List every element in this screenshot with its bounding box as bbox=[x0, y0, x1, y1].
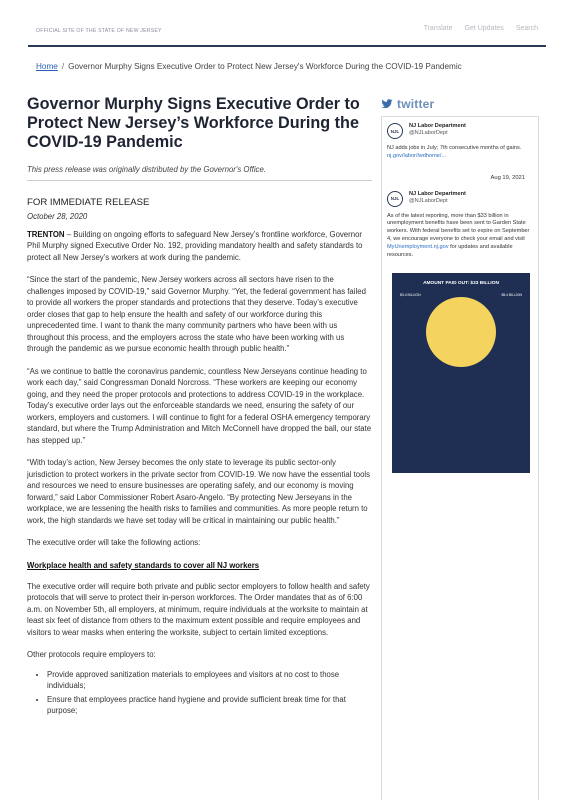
tweet-image-graphic bbox=[426, 297, 496, 367]
avatar[interactable]: NJL bbox=[387, 123, 403, 139]
tweet-link[interactable]: nj.gov/labor/lwdhome/... bbox=[387, 152, 447, 159]
tweet-text-content: for updates and available resources. bbox=[387, 243, 513, 258]
protocol-list bbox=[27, 669, 372, 717]
tweet-image-label-left: $3.4 BILLION bbox=[400, 293, 421, 298]
release-date: October 28, 2020 bbox=[27, 211, 88, 221]
paragraph-5: The executive order will take the following actions: bbox=[27, 538, 201, 548]
tweet-text bbox=[387, 145, 533, 161]
tweet-meta bbox=[387, 191, 533, 207]
official-site-label: OFFICIAL SITE OF THE STATE OF NEW JERSEY bbox=[36, 28, 162, 34]
breadcrumb-home-link[interactable]: Home bbox=[36, 62, 58, 71]
twitter-bird-icon bbox=[381, 98, 393, 110]
article-intro: This press release was originally distributed by the Governor's Office. bbox=[27, 165, 372, 181]
tweet-text-content: As of the latest reporting, more than $33 billion in unemployment benefits have been sent to Garden State workers. With federal benefits set to expire on September 4, we encourage everyone to check your email and visit bbox=[387, 212, 530, 242]
tweet-divider bbox=[387, 181, 533, 191]
paragraph-1 bbox=[27, 229, 372, 264]
tweet-link[interactable]: MyUnemployment.nj.gov bbox=[387, 243, 449, 250]
release-label: FOR IMMEDIATE RELEASE bbox=[27, 196, 150, 208]
top-nav bbox=[424, 25, 538, 32]
tweet-author-name[interactable]: NJ Labor Department bbox=[409, 123, 466, 129]
tweet-author bbox=[409, 123, 466, 137]
breadcrumb-separator: / bbox=[61, 62, 65, 71]
tweet[interactable] bbox=[387, 123, 533, 181]
dateline: TRENTON bbox=[27, 229, 65, 239]
tweet-image[interactable] bbox=[392, 273, 530, 473]
tweet[interactable] bbox=[387, 191, 533, 474]
twitter-header[interactable] bbox=[381, 95, 539, 113]
paragraph-7: Other protocols require employers to: bbox=[27, 650, 156, 660]
tweet-author-name[interactable]: NJ Labor Department bbox=[409, 190, 466, 197]
page-title: Governor Murphy Signs Executive Order to Protect New Jersey’s Workforce During the COVID-19 Pandemic bbox=[27, 95, 360, 152]
tweet-image-title: AMOUNT PAID OUT: $33 BILLION bbox=[423, 281, 499, 287]
top-bar bbox=[0, 0, 566, 48]
twitter-label: twitter bbox=[397, 97, 435, 111]
paragraph-1-text: – Building on ongoing efforts to safeguard New Jersey’s frontline workforce, Governor Phil Murphy signed Executive Order No. 192, providing mandatory health and safety standards to protect all New Jersey’s workers at work during the pandemic. bbox=[27, 229, 363, 262]
tweet-author-handle[interactable]: @NJLaborDept bbox=[409, 197, 448, 204]
paragraph-2: “Since the start of the pandemic, New Jersey workers across all sectors have risen to the challenges imposed by COVID-19,” said Governor Murphy. “Yet, the federal government has failed to provide all workers the proper standards and protections that they deserve. Today’s executive order closes that gap to help ensure the health and safety of our workforce during this unprecedented time. I want to thank the many community partners who have been with us throughout this process, and the employers across the state who have been working with us through the pandemic as we pursue economic health through public health.” bbox=[27, 275, 366, 354]
breadcrumb bbox=[36, 62, 462, 71]
header-divider bbox=[28, 45, 546, 47]
tweet-author bbox=[409, 191, 466, 205]
tweet-image-label-right: $5.4 BILLION bbox=[501, 293, 522, 298]
list-item: • Provide approved sanitization materials to employees and visitors at no cost to those individuals; bbox=[47, 669, 372, 692]
tweet-meta bbox=[387, 123, 533, 139]
tweet-text bbox=[387, 213, 533, 260]
twitter-feed[interactable] bbox=[381, 116, 539, 800]
get-updates-link[interactable]: Get Updates bbox=[464, 25, 504, 32]
paragraph-3: “As we continue to battle the coronavirus pandemic, countless New Jerseyans continue heading to work each day,” said Congressman Donald Norcross. “These workers are keeping our economy going, and they need the proper protocols and protections to address COVID-19 in the workplace. Today’s executive order lays out the enforceable standards we need, ensuring the safety of our workers, employers and customers. I will continue to fight for a federal OSHA emergency temporary standard, but where the Trump Administration and Mitch McConnell have dropped the ball, our state has stepped up.” bbox=[27, 366, 372, 445]
tweet-author-handle[interactable]: @NJLaborDept bbox=[409, 130, 448, 136]
avatar[interactable]: NJL bbox=[387, 191, 403, 207]
tweet-date[interactable]: Aug 19, 2021 bbox=[490, 174, 525, 181]
article bbox=[27, 95, 372, 719]
paragraph-6: The executive order will require both private and public sector employers to follow health and safety protocols that will serve to protect their in-person workforces. The Order mandates that as of 6:00 a.m. on November 5th, all employers, at minimum, require individuals at the worksite to maintain at least six feet of distance from others to the maximum extent possible and require employees and visitors to wear masks when entering the worksite, subject to certain limited exceptions. bbox=[27, 581, 370, 637]
tweet-text-content: NJ adds jobs in July; 7th consecutive months of gains. bbox=[387, 145, 522, 151]
paragraph-4: “With today’s action, New Jersey becomes the only state to leverage its public sector-only jurisdiction to protect workers in the private sector from COVID-19. We now have the essential tools and resources we need to ensure businesses are operating safely, and our economy is moving forward,” said Labor Commissioner Robert Asaro-Angelo. “By protecting New Jerseyans in the workplace, we are lessening the health risks to families and communities. As more people return to work, the high standards we have set today will be critical in maintaining our public health.” bbox=[27, 458, 371, 525]
translate-link[interactable]: Translate bbox=[423, 25, 453, 32]
section-heading: Workplace health and safety standards to cover all NJ workers bbox=[27, 560, 260, 570]
search-link[interactable]: Search bbox=[515, 25, 538, 32]
breadcrumb-current: Governor Murphy Signs Executive Order to Protect New Jersey's Workforce During the COVID-19 Pandemic bbox=[68, 62, 462, 71]
list-item: • Ensure that employees practice hand hygiene and provide sufficient break time for that purpose; bbox=[47, 694, 372, 717]
sidebar bbox=[381, 95, 539, 800]
